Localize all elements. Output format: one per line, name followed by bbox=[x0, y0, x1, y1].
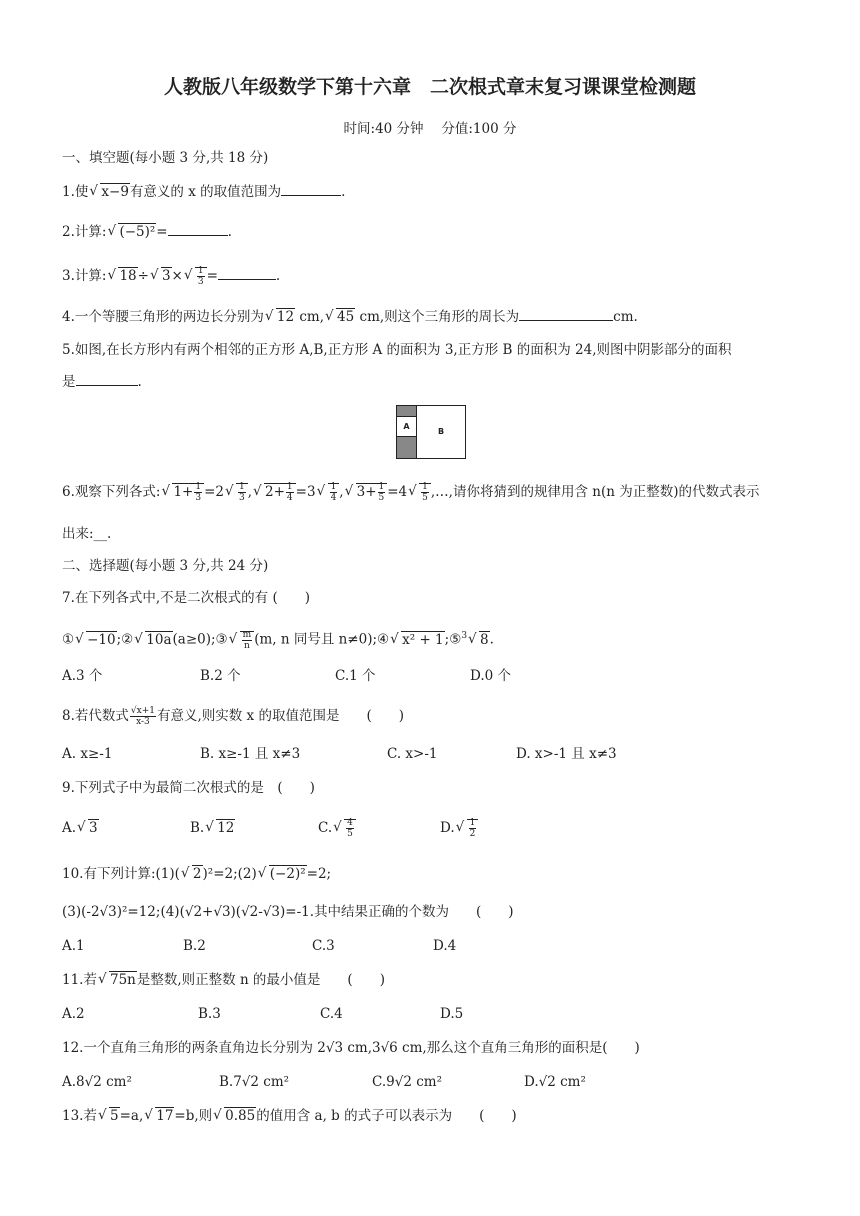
q5-prefix: 是 bbox=[62, 374, 76, 390]
q9-option-d-label: D. bbox=[440, 820, 455, 836]
q6-item-2-coef: =3 bbox=[295, 484, 316, 500]
q13-radical-1 bbox=[98, 1106, 120, 1126]
question-10 bbox=[62, 864, 331, 884]
question-7: 7.在下列各式中,不是二次根式的有 ( ) bbox=[62, 590, 310, 606]
q1-radicand: x−9 bbox=[101, 184, 129, 200]
q9-option-d-den: 2 bbox=[469, 829, 476, 839]
q7-radical-1 bbox=[75, 630, 117, 650]
q3-radical-1 bbox=[107, 266, 137, 286]
q7-end: . bbox=[489, 631, 494, 648]
q6-item-3-rhs-num: √ 1 bbox=[422, 482, 428, 492]
q6-item-2-rhs-num: √ 1 bbox=[330, 482, 337, 492]
q8-text: 有意义,则实数 x 的取值范围是 ( ) bbox=[156, 708, 404, 724]
q8-option-c[interactable]: C. x>-1 bbox=[387, 746, 438, 762]
q7-option-a[interactable]: A.3 个 bbox=[62, 668, 103, 684]
q4-unit-1: cm, bbox=[295, 309, 325, 325]
q4-answer-blank[interactable] bbox=[519, 307, 613, 321]
q4-radical-1 bbox=[265, 307, 295, 327]
q7-radicand-2: 10a bbox=[146, 631, 172, 648]
q7-sep-3: (m, n 同号且 n≠0);④ bbox=[254, 631, 390, 648]
q1-text: 有意义的 x 的取值范围为 bbox=[129, 184, 282, 200]
question-1 bbox=[62, 182, 345, 202]
q9-option-a-label: A. bbox=[62, 820, 77, 836]
q3-fraction bbox=[197, 266, 205, 287]
q3-denominator: 3 bbox=[197, 277, 204, 287]
q13-radicand-3: 0.85 bbox=[225, 1108, 256, 1124]
q1-end: . bbox=[341, 184, 346, 200]
question-5-line-2 bbox=[62, 372, 142, 392]
squares-figure bbox=[396, 405, 466, 459]
q6-item-2-whole: 2 bbox=[265, 484, 274, 500]
q11-option-b[interactable]: B.3 bbox=[198, 1006, 221, 1022]
q6-item-3-rhs-den: 5 bbox=[422, 493, 428, 503]
q9-option-b-radical bbox=[205, 818, 235, 838]
q6-item-1: √ 1+ $\frac{1}{3}$ bbox=[161, 482, 204, 503]
q1-answer-blank[interactable] bbox=[281, 182, 341, 196]
q6-item-2-rhs-den: 4 bbox=[330, 493, 337, 503]
q3-divide-sign: ÷ bbox=[137, 268, 149, 284]
q6-text: ,…,请你将猜到的规律用含 n(n 为正整数)的代数式表示 bbox=[430, 484, 760, 500]
q10-radicand-2: (−2)² bbox=[269, 866, 306, 882]
q11-prefix: 11.若 bbox=[62, 972, 97, 988]
q6-item-3-whole: 3 bbox=[356, 484, 366, 500]
q4-end: cm. bbox=[613, 309, 638, 325]
q12-option-d[interactable]: D.√2 cm² bbox=[524, 1074, 586, 1090]
q10-radicand-1: 2 bbox=[192, 866, 202, 882]
q10-option-c[interactable]: C.3 bbox=[312, 938, 335, 954]
q9-option-b[interactable] bbox=[190, 818, 235, 838]
q3-radical-3 bbox=[184, 266, 207, 287]
q13-text: 的值用含 a, b 的式子可以表示为 ( ) bbox=[256, 1108, 517, 1124]
q6-item-3-den: 5 bbox=[378, 493, 385, 503]
q10-prefix: 10.有下列计算:(1)( bbox=[62, 866, 180, 882]
q10-option-a[interactable]: A.1 bbox=[62, 938, 85, 954]
q7-marker-1: ① bbox=[62, 631, 75, 648]
q7-option-d[interactable]: D.0 个 bbox=[470, 668, 512, 684]
q13-radical-2 bbox=[144, 1106, 174, 1126]
q2-answer-blank[interactable] bbox=[168, 222, 228, 236]
q10-radical-1 bbox=[181, 864, 203, 884]
q9-option-d-num: √ 1 bbox=[469, 818, 476, 828]
q9-option-d[interactable] bbox=[440, 818, 478, 839]
q2-equals: = bbox=[156, 224, 168, 240]
q10-line1-end: =2; bbox=[306, 866, 332, 882]
q4-text: cm,则这个三角形的周长为 bbox=[355, 309, 520, 325]
q4-radicand-2: 45 bbox=[337, 309, 355, 325]
question-3 bbox=[62, 266, 280, 287]
q2-radicand: (−5)² bbox=[119, 224, 156, 240]
question-2 bbox=[62, 222, 232, 242]
q7-radical-2 bbox=[134, 630, 172, 650]
q11-option-d[interactable]: D.5 bbox=[440, 1006, 464, 1022]
q7-option-b[interactable]: B.2 个 bbox=[200, 668, 241, 684]
q10-radical-2 bbox=[258, 864, 307, 884]
q4-prefix: 4.一个等腰三角形的两边长分别为 bbox=[62, 309, 264, 325]
q9-option-c[interactable] bbox=[318, 818, 356, 839]
page-subtitle: 时间:40 分钟 分值:100 分 bbox=[343, 121, 517, 137]
q7-sep-2: (a≥0);③ bbox=[172, 631, 228, 648]
q7-sep-4: ;⑤ bbox=[444, 631, 462, 648]
section-heading-choice: 二、选择题(每小题 3 分,共 24 分) bbox=[62, 558, 269, 574]
q12-option-a[interactable]: A.8√2 cm² bbox=[62, 1074, 132, 1090]
q8-option-b[interactable]: B. x≥-1 且 x≠3 bbox=[200, 746, 301, 762]
q6-item-2-den: 4 bbox=[286, 493, 293, 503]
section-heading-fill-in: 一、填空题(每小题 3 分,共 18 分) bbox=[62, 150, 269, 166]
q2-prefix: 2.计算: bbox=[62, 224, 107, 240]
q3-prefix: 3.计算: bbox=[62, 268, 107, 284]
shaded-region bbox=[397, 406, 417, 458]
q6-item-3: √ 3+ $\frac{1}{5}$ bbox=[345, 482, 388, 503]
q9-option-c-label: C. bbox=[318, 820, 333, 836]
q5-end: . bbox=[137, 374, 142, 390]
q7-option-c[interactable]: C.1 个 bbox=[335, 668, 376, 684]
q1-radical bbox=[89, 182, 130, 202]
q9-option-b-radicand: 12 bbox=[217, 820, 235, 836]
q8-numerator: √x+1 bbox=[130, 706, 155, 716]
square-a: A bbox=[397, 416, 416, 437]
q7-frac-den: n bbox=[244, 640, 250, 651]
q9-option-c-radical bbox=[333, 818, 356, 839]
question-12: 12.一个直角三角形的两条直角边长分别为 2√3 cm,3√6 cm,那么这个直角三角形的面积是( ) bbox=[62, 1040, 640, 1056]
question-11 bbox=[62, 970, 385, 990]
q6-item-2-rhs bbox=[317, 482, 340, 503]
q6-item-2: √ 2+ $\frac{1}{4}$ bbox=[253, 482, 296, 503]
q9-option-c-num: √ 4 bbox=[347, 818, 353, 828]
question-13 bbox=[62, 1106, 517, 1126]
question-6: 6.观察下列各式:√ 1+ $\frac{1}{3}$ =2 √ $\frac{1}{3}$ ,√ 2+ $\frac{1}{4}$ =3 √ $\frac{1}{4}$ ,√ 3+ $\frac{1}{5}$ =4 √ $\frac{1}{5}$ ,…,请你将猜到的规律用含 n(n 为正整数)的代数式表示 bbox=[62, 482, 759, 503]
q8-fraction bbox=[130, 706, 156, 727]
q12-option-b[interactable]: B.7√2 cm² bbox=[219, 1074, 290, 1090]
q8-option-a[interactable]: A. x≥-1 bbox=[62, 746, 113, 762]
q7-radicand-1: −10 bbox=[87, 631, 116, 648]
q7-radicand-5: 8 bbox=[480, 631, 489, 648]
q6-item-1-coef: =2 bbox=[204, 484, 224, 500]
q12-option-c[interactable]: C.9√2 cm² bbox=[372, 1074, 442, 1090]
q13-mid-2: =b,则 bbox=[174, 1108, 213, 1124]
q6-item-1-num: 1 bbox=[195, 482, 202, 492]
q8-option-d[interactable]: D. x>-1 且 x≠3 bbox=[516, 746, 617, 762]
q6-item-1-den: 3 bbox=[195, 493, 202, 503]
q6-item-3-coef: =4 bbox=[387, 484, 408, 500]
q3-multiply-sign: × bbox=[171, 268, 183, 284]
q6-item-1-rhs-den: 3 bbox=[238, 493, 245, 503]
q4-radicand-1: 12 bbox=[276, 309, 295, 325]
q9-option-d-radical bbox=[456, 818, 479, 839]
question-7-items: ①√ −10;②√ 10a(a≥0);③ √ $\frac{m}{n}$ (m, n 同号且 n≠0);④√ x² + 1;⑤$^3$√ 8. bbox=[62, 626, 494, 651]
q7-radical-4 bbox=[390, 630, 445, 650]
page-title: 人教版八年级数学下第十六章 二次根式章末复习课课堂检测题 bbox=[163, 76, 696, 98]
q6-item-1-rhs bbox=[225, 482, 248, 503]
q2-radical bbox=[107, 222, 156, 242]
q3-equals: = bbox=[206, 268, 218, 284]
q5-answer-blank[interactable] bbox=[76, 372, 138, 386]
q7-radical-5 bbox=[468, 630, 490, 650]
q9-option-a-radicand: 3 bbox=[89, 820, 98, 836]
q8-denominator: x-3 bbox=[136, 717, 150, 727]
q7-frac-num: √ m bbox=[242, 629, 252, 640]
q3-radicand-2: 3 bbox=[161, 268, 171, 284]
q7-sep-1: ;② bbox=[116, 631, 134, 648]
q7-radicand-4: x² + 1 bbox=[402, 631, 444, 648]
q9-option-b-label: B. bbox=[190, 820, 205, 836]
q6-item-3-rhs bbox=[408, 482, 431, 503]
question-9: 9.下列式子中为最简二次根式的是 ( ) bbox=[62, 780, 315, 796]
q13-radicand-2: 17 bbox=[156, 1108, 174, 1124]
q11-option-c[interactable]: C.4 bbox=[320, 1006, 343, 1022]
q3-numerator: √ 1 bbox=[197, 266, 204, 276]
q11-radicand: 75n bbox=[109, 972, 136, 988]
q3-answer-blank[interactable] bbox=[218, 266, 276, 280]
q13-mid-1: =a, bbox=[119, 1108, 144, 1124]
q3-radical-2 bbox=[150, 266, 172, 286]
q10-option-b[interactable]: B.2 bbox=[183, 938, 206, 954]
q11-radical bbox=[98, 970, 137, 990]
q9-option-a-radical bbox=[77, 818, 99, 838]
question-5-line-1: 5.如图,在长方形内有两个相邻的正方形 A,B,正方形 A 的面积为 3,正方形 B 的面积为 24,则图中阴影部分的面积 bbox=[62, 342, 732, 358]
q9-option-a[interactable] bbox=[62, 818, 99, 838]
q6-item-3-num: 1 bbox=[378, 482, 385, 492]
q3-radicand-1: 18 bbox=[119, 268, 137, 284]
q13-radical-3 bbox=[213, 1106, 256, 1126]
q2-end: . bbox=[227, 224, 232, 240]
q13-radicand-1: 5 bbox=[109, 1108, 119, 1124]
q6-prefix: 6.观察下列各式: bbox=[62, 484, 161, 500]
question-4 bbox=[62, 307, 638, 327]
q8-prefix: 8.若代数式 bbox=[62, 708, 129, 724]
q6-item-2-num: 1 bbox=[286, 482, 293, 492]
question-6-line-2: 出来:__. bbox=[62, 526, 112, 542]
q13-prefix: 13.若 bbox=[62, 1108, 97, 1124]
q6-item-1-whole: 1 bbox=[173, 484, 183, 500]
q9-option-c-den: 5 bbox=[347, 829, 353, 839]
q11-text: 是整数,则正整数 n 的最小值是 ( ) bbox=[136, 972, 385, 988]
q6-item-1-rhs-num: √ 1 bbox=[238, 482, 245, 492]
q1-prefix: 1.使 bbox=[62, 184, 89, 200]
q4-radical-2 bbox=[325, 307, 355, 327]
q10-option-d[interactable]: D.4 bbox=[433, 938, 457, 954]
square-b: B bbox=[437, 427, 445, 436]
question-8 bbox=[62, 706, 404, 727]
q10-mid: )²=2;(2) bbox=[202, 866, 257, 882]
q7-radical-3 bbox=[229, 630, 255, 651]
q3-end: . bbox=[275, 268, 281, 284]
q11-option-a[interactable]: A.2 bbox=[62, 1006, 85, 1022]
question-10-line-2: (3)(-2√3)²=12;(4)(√2+√3)(√2-√3)=-1.其中结果正确的个数为 ( ) bbox=[62, 904, 514, 920]
